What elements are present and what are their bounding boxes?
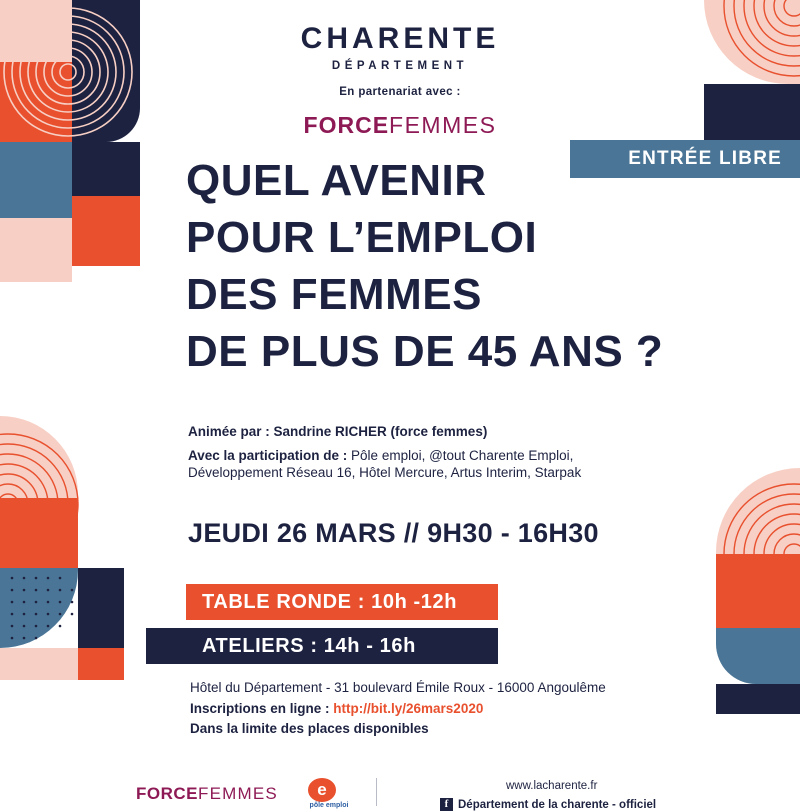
program-round-table: TABLE RONDE : 10h -12h — [186, 584, 498, 620]
headline-line-3: DES FEMMES — [186, 270, 482, 319]
registration-label: Inscriptions en ligne : — [190, 701, 330, 716]
event-datetime: JEUDI 26 MARS // 9H30 - 16H30 — [188, 518, 599, 548]
participants-names-1: Pôle emploi, @tout Charente Emploi, — [347, 448, 574, 463]
brand-lockup — [0, 22, 800, 72]
footer-website: www.lacharente.fr — [506, 780, 598, 792]
footer-ff-light: FEMMES — [198, 784, 278, 803]
pole-emploi-mark-icon: e — [308, 778, 336, 802]
participants-line-2: Développement Réseau 16, Hôtel Mercure, Artus Interim, Starpak — [188, 465, 582, 480]
pole-emploi-logo — [298, 778, 360, 812]
partnership-label: En partenariat avec : — [339, 86, 461, 98]
venue-address: Hôtel du Département - 31 boulevard Émile Roux - 16000 Angoulême — [190, 680, 606, 695]
pole-emploi-label: pôle emploi — [309, 802, 349, 809]
venue-block — [190, 680, 750, 736]
availability-note: Dans la limite des places disponibles — [190, 721, 429, 736]
brand-name: CHARENTE — [300, 22, 500, 55]
page-title — [186, 152, 786, 380]
participants-line-1 — [188, 448, 768, 463]
program-workshops: ATELIERS : 14h - 16h — [146, 628, 498, 664]
footer-facebook-page: Département de la charente - officiel — [458, 798, 657, 811]
headline-line-2: POUR L’EMPLOI — [186, 213, 538, 262]
footer-facebook — [440, 798, 656, 811]
credits-block — [188, 424, 768, 480]
facebook-icon: f — [440, 798, 453, 811]
registration-link[interactable]: http://bit.ly/26mars2020 — [333, 701, 484, 716]
headline-line-1: QUEL AVENIR — [186, 156, 487, 205]
force-femmes-logo — [0, 112, 800, 139]
registration-line — [190, 701, 750, 716]
force-femmes-bold: FORCE — [303, 112, 390, 138]
free-entry-badge: ENTRÉE LIBRE — [628, 148, 782, 169]
footer-divider — [376, 778, 377, 806]
participants-label: Avec la participation de : — [188, 448, 348, 463]
force-femmes-light: FEMMES — [389, 112, 497, 138]
brand-subtitle: DÉPARTEMENT — [331, 60, 469, 72]
footer-force-femmes-logo — [136, 784, 278, 804]
host-line: Animée par : Sandrine RICHER (force femmes) — [188, 424, 488, 439]
footer-ff-bold: FORCE — [136, 784, 198, 803]
headline-line-4: DE PLUS DE 45 ANS ? — [186, 327, 664, 376]
